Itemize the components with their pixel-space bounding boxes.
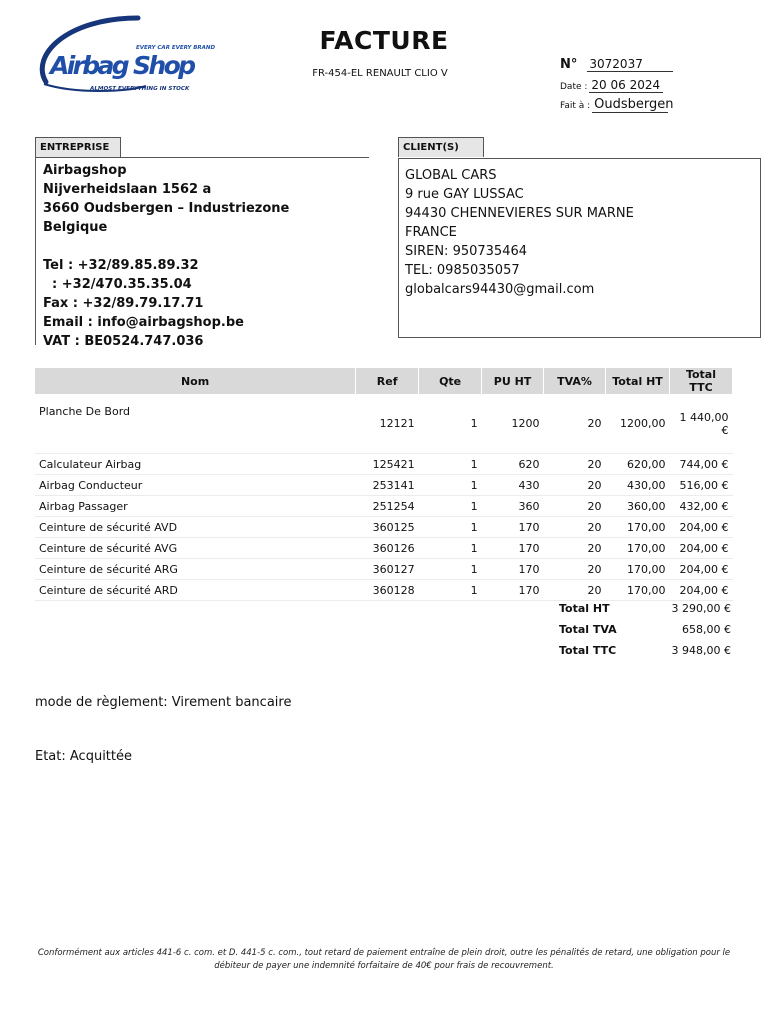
table-row bbox=[35, 559, 733, 580]
total-ht-value: 3 290,00 € bbox=[671, 602, 731, 615]
column-header-name: Nom bbox=[35, 368, 356, 394]
client-line: GLOBAL CARS bbox=[405, 168, 497, 183]
cell-unit-price: 170 bbox=[482, 559, 544, 580]
cell-name: Calculateur Airbag bbox=[35, 454, 356, 475]
cell-total-ttc: 204,00 € bbox=[669, 559, 732, 580]
client-line: 9 rue GAY LUSSAC bbox=[405, 187, 524, 202]
cell-ref: 253141 bbox=[356, 475, 419, 496]
total-vat-row bbox=[555, 619, 733, 640]
cell-total-ttc: 204,00 € bbox=[669, 517, 732, 538]
table-row bbox=[35, 496, 733, 517]
company-line: Fax : +32/89.79.17.71 bbox=[43, 296, 204, 311]
invoice-number-row bbox=[560, 57, 673, 72]
cell-unit-price: 170 bbox=[482, 580, 544, 601]
company-line: VAT : BE0524.747.036 bbox=[43, 334, 204, 349]
invoice-title: FACTURE bbox=[319, 26, 449, 55]
table-row bbox=[35, 454, 733, 475]
cell-qty: 1 bbox=[419, 580, 482, 601]
company-line: Belgique bbox=[43, 220, 108, 235]
cell-vat: 20 bbox=[544, 394, 606, 454]
cell-qty: 1 bbox=[419, 475, 482, 496]
total-ttc-label: Total TTC bbox=[559, 644, 617, 657]
cell-total-ht: 620,00 bbox=[606, 454, 670, 475]
company-line: Nijverheidslaan 1562 a bbox=[43, 182, 212, 197]
cell-total-ht: 360,00 bbox=[606, 496, 670, 517]
cell-vat: 20 bbox=[544, 559, 606, 580]
cell-vat: 20 bbox=[544, 496, 606, 517]
cell-total-ht: 430,00 bbox=[606, 475, 670, 496]
column-header-total-ttc: Total TTC bbox=[669, 368, 732, 394]
invoice-place-label: Fait à : bbox=[560, 101, 591, 111]
cell-name: Ceinture de sécurité AVD bbox=[35, 517, 356, 538]
cell-ref: 360128 bbox=[356, 580, 419, 601]
airbag-shop-logo bbox=[36, 12, 216, 98]
cell-ref: 360125 bbox=[356, 517, 419, 538]
client-address bbox=[405, 166, 634, 299]
table-row bbox=[35, 475, 733, 496]
cell-total-ttc: 516,00 € bbox=[669, 475, 732, 496]
payment-method: mode de règlement: Virement bancaire bbox=[35, 695, 292, 710]
client-line: TEL: 0985035057 bbox=[405, 263, 520, 278]
cell-total-ttc: 204,00 € bbox=[669, 580, 732, 601]
logo-tagline-top: EVERY CAR EVERY BRAND bbox=[136, 45, 216, 51]
cell-unit-price: 170 bbox=[482, 538, 544, 559]
client-line: globalcars94430@gmail.com bbox=[405, 282, 595, 297]
cell-qty: 1 bbox=[419, 454, 482, 475]
company-section-tag: ENTREPRISE bbox=[35, 137, 121, 157]
column-header-unit-price: PU HT bbox=[482, 368, 544, 394]
client-line: FRANCE bbox=[405, 225, 457, 240]
cell-vat: 20 bbox=[544, 538, 606, 559]
company-line: 3660 Oudsbergen – Industriezone bbox=[43, 201, 290, 216]
cell-total-ht: 170,00 bbox=[606, 517, 670, 538]
invoice-number: 3072037 bbox=[587, 57, 673, 72]
client-section-tag: CLIENT(S) bbox=[398, 137, 484, 157]
total-vat-label: Total TVA bbox=[559, 623, 617, 636]
cell-ref: 12121 bbox=[356, 394, 419, 454]
cell-name: Ceinture de sécurité ARG bbox=[35, 559, 356, 580]
total-vat-value: 658,00 € bbox=[682, 623, 731, 636]
cell-total-ttc: 204,00 € bbox=[669, 538, 732, 559]
company-line: Email : info@airbagshop.be bbox=[43, 315, 244, 330]
cell-name: Ceinture de sécurité ARD bbox=[35, 580, 356, 601]
totals-table bbox=[555, 598, 733, 661]
cell-ref: 125421 bbox=[356, 454, 419, 475]
cell-vat: 20 bbox=[544, 454, 606, 475]
legal-footer: Conformément aux articles 441-6 c. com. et D. 441-5 c. com., tout retard de paiement entraîne de plein droit, outre les pénalités de retard, une obligation pour le débiteur de payer une indemnité forfaitaire de 40€ pour frais de recouvrement. bbox=[37, 948, 731, 971]
cell-name: Planche De Bord bbox=[35, 394, 356, 454]
cell-vat: 20 bbox=[544, 517, 606, 538]
cell-qty: 1 bbox=[419, 394, 482, 454]
client-line: 94430 CHENNEVIERES SUR MARNE bbox=[405, 206, 634, 221]
cell-qty: 1 bbox=[419, 559, 482, 580]
cell-total-ht: 170,00 bbox=[606, 580, 670, 601]
column-header-total-ht: Total HT bbox=[606, 368, 670, 394]
column-header-vat: TVA% bbox=[544, 368, 606, 394]
invoice-date-row bbox=[560, 78, 663, 93]
total-ttc-value: 3 948,00 € bbox=[671, 644, 731, 657]
cell-name: Airbag Conducteur bbox=[35, 475, 356, 496]
cell-ref: 360126 bbox=[356, 538, 419, 559]
invoice-status: Etat: Acquittée bbox=[35, 749, 132, 764]
client-line: SIREN: 950735464 bbox=[405, 244, 528, 259]
logo-tagline-bottom: ALMOST EVERYTHING IN STOCK bbox=[90, 86, 190, 92]
items-table bbox=[35, 368, 733, 601]
total-ht-label: Total HT bbox=[559, 602, 610, 615]
company-line: Airbagshop bbox=[43, 163, 127, 178]
cell-qty: 1 bbox=[419, 496, 482, 517]
vehicle-reference: FR-454-EL RENAULT CLIO V bbox=[312, 68, 448, 79]
cell-total-ht: 170,00 bbox=[606, 559, 670, 580]
invoice-number-label: N° bbox=[560, 57, 578, 72]
table-row bbox=[35, 538, 733, 559]
company-line: : +32/470.35.35.04 bbox=[43, 277, 192, 292]
cell-unit-price: 360 bbox=[482, 496, 544, 517]
cell-total-ttc: 432,00 € bbox=[669, 496, 732, 517]
cell-unit-price: 620 bbox=[482, 454, 544, 475]
total-ht-row bbox=[555, 598, 733, 619]
cell-name: Airbag Passager bbox=[35, 496, 356, 517]
company-line: Tel : +32/89.85.89.32 bbox=[43, 258, 199, 273]
cell-vat: 20 bbox=[544, 475, 606, 496]
cell-total-ht: 170,00 bbox=[606, 538, 670, 559]
table-header-row bbox=[35, 368, 733, 394]
cell-total-ttc: 744,00 € bbox=[669, 454, 732, 475]
table-row bbox=[35, 394, 733, 454]
logo-wordmark: Airbag Shop bbox=[50, 51, 196, 80]
cell-ref: 251254 bbox=[356, 496, 419, 517]
cell-unit-price: 1200 bbox=[482, 394, 544, 454]
total-ttc-row bbox=[555, 640, 733, 661]
invoice-place: Oudsbergen bbox=[594, 97, 674, 112]
column-header-qty: Qte bbox=[419, 368, 482, 394]
cell-unit-price: 430 bbox=[482, 475, 544, 496]
cell-name: Ceinture de sécurité AVG bbox=[35, 538, 356, 559]
cell-total-ttc: 1 440,00 € bbox=[669, 394, 732, 454]
company-left-border bbox=[35, 157, 36, 345]
cell-unit-price: 170 bbox=[482, 517, 544, 538]
table-row bbox=[35, 517, 733, 538]
invoice-date: 20 06 2024 bbox=[589, 78, 663, 93]
company-address bbox=[43, 161, 289, 351]
cell-total-ht: 1200,00 bbox=[606, 394, 670, 454]
cell-qty: 1 bbox=[419, 538, 482, 559]
company-divider bbox=[35, 157, 369, 158]
cell-vat: 20 bbox=[544, 580, 606, 601]
column-header-ref: Ref bbox=[356, 368, 419, 394]
cell-ref: 360127 bbox=[356, 559, 419, 580]
invoice-date-label: Date : bbox=[560, 82, 588, 92]
invoice-place-row bbox=[560, 97, 674, 113]
company-line bbox=[43, 237, 289, 256]
cell-qty: 1 bbox=[419, 517, 482, 538]
